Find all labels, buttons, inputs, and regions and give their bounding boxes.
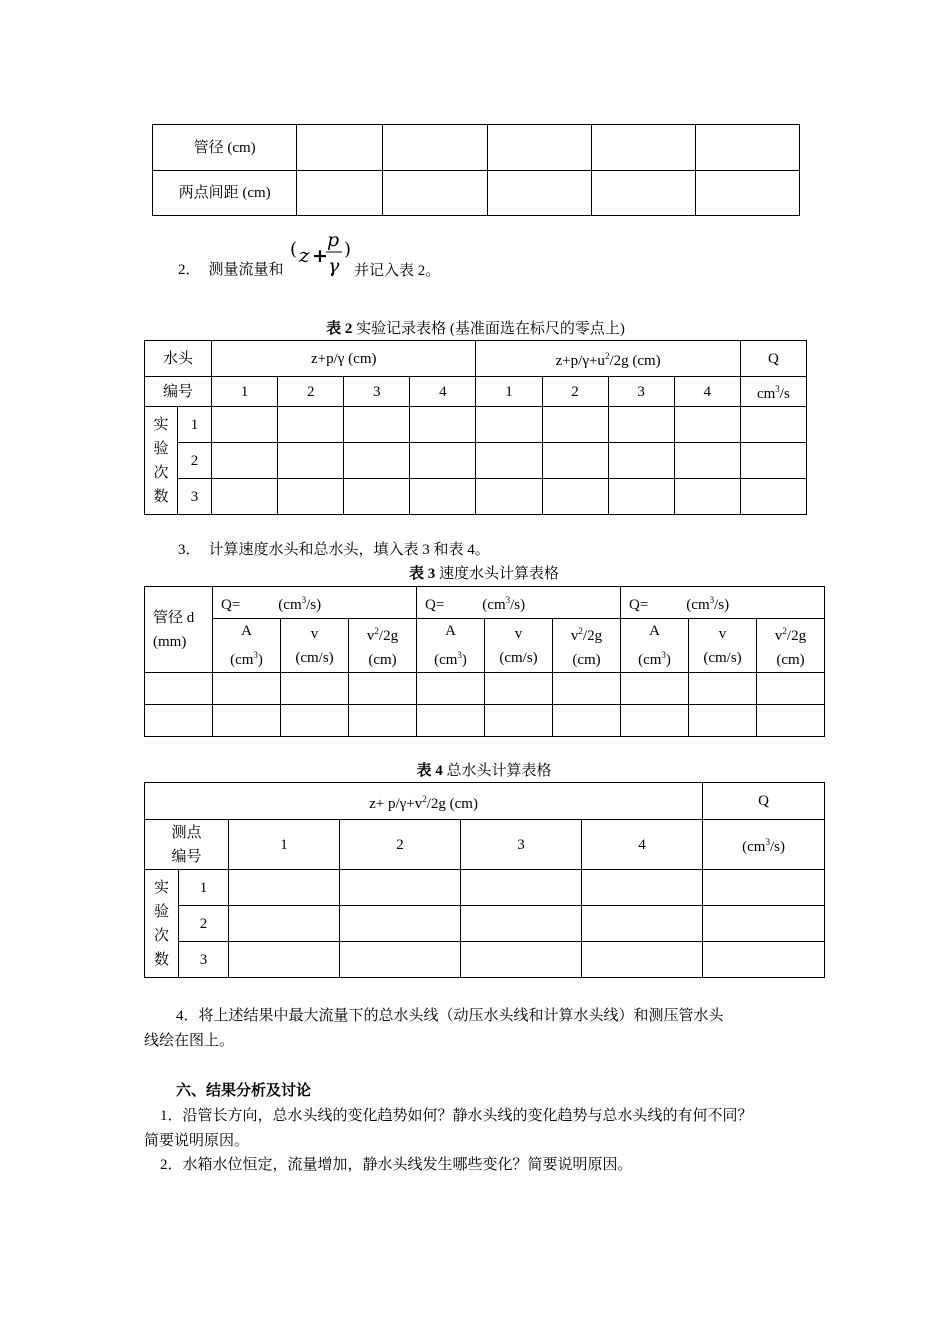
header-water-head: 水头 [145, 341, 212, 377]
table-cell[interactable] [487, 171, 591, 216]
table-cell[interactable] [278, 407, 344, 443]
velocity-header: v (cm/s) [689, 619, 757, 673]
table-cell[interactable] [281, 705, 349, 737]
table-cell[interactable] [212, 443, 278, 479]
table-cell[interactable] [740, 479, 806, 515]
table-cell[interactable] [297, 171, 383, 216]
table-cell[interactable] [145, 705, 213, 737]
table-cell[interactable] [461, 942, 582, 978]
formula-z-plus-p-over-gamma [290, 230, 354, 276]
formula-plus: + [312, 245, 328, 267]
formula-z: z [299, 243, 310, 267]
table-cell[interactable] [542, 443, 608, 479]
col-label: 3 [461, 820, 582, 870]
section6-q1-line1: 1．沿管长方向，总水头线的变化趋势如何？静水头线的变化趋势与总水头线的有何不同？ [160, 1108, 753, 1124]
col-label: 3 [608, 377, 674, 407]
formula-p: p [327, 230, 340, 251]
table-cell[interactable] [757, 673, 825, 705]
step2-number: 2． [178, 262, 201, 278]
table-cell[interactable] [340, 906, 461, 942]
area-header: A $(cm^3)$ [213, 619, 281, 673]
table-cell[interactable] [703, 870, 825, 906]
table-cell[interactable] [278, 479, 344, 515]
table-cell[interactable] [461, 906, 582, 942]
table-cell[interactable] [740, 407, 806, 443]
header-total-head: $z+ p/\gamma+v^2/2g$ (cm) [145, 783, 703, 820]
q-unit: $cm^3/s$ [740, 377, 806, 407]
header-total-head: $z+p/\gamma+u^2/2g$ (cm) [476, 341, 740, 377]
table-cell[interactable] [213, 673, 281, 705]
col-label: 1 [476, 377, 542, 407]
col-label: 1 [212, 377, 278, 407]
table-cell[interactable] [461, 870, 582, 906]
col-label: 2 [542, 377, 608, 407]
table-cell[interactable] [621, 705, 689, 737]
col-label: 4 [674, 377, 740, 407]
trial-number: 2 [179, 906, 229, 942]
velocity-head-header: $v^2/2g$ (cm) [553, 619, 621, 673]
col-label: 2 [340, 820, 461, 870]
table-cell[interactable] [145, 673, 213, 705]
table-cell[interactable] [608, 479, 674, 515]
table-cell[interactable] [689, 705, 757, 737]
table-cell[interactable] [297, 125, 383, 171]
formula-open-paren: ( [290, 239, 298, 260]
formula-gamma: γ [328, 255, 340, 276]
point-spacing-label: 两点间距 (cm) [153, 171, 297, 216]
pipe-diameter-label: 管径 (cm) [153, 125, 297, 171]
section6-q2: 2．水箱水位恒定，流量增加，静水头线发生哪些变化？简要说明原因。 [160, 1157, 633, 1173]
table-cell[interactable] [542, 479, 608, 515]
header-flow-q: Q [740, 341, 806, 377]
q-group-header: $Q= (cm^3/s)$ [417, 587, 621, 619]
table-cell[interactable] [229, 906, 340, 942]
table-cell[interactable] [591, 171, 695, 216]
table-cell[interactable] [608, 407, 674, 443]
table-cell[interactable] [349, 673, 417, 705]
table-cell[interactable] [582, 942, 703, 978]
table-cell[interactable] [487, 125, 591, 171]
section6-title: 六、结果分析及讨论 [176, 1083, 312, 1099]
table-cell[interactable] [476, 407, 542, 443]
table4-total-head [144, 782, 825, 978]
col-label: 4 [582, 820, 703, 870]
table-cell[interactable] [344, 407, 410, 443]
table3-velocity-head [144, 586, 825, 737]
q-group-header: $Q= (cm^3/s)$ [621, 587, 825, 619]
table-cell[interactable] [695, 171, 799, 216]
table-cell[interactable] [703, 906, 825, 942]
table-cell[interactable] [410, 443, 476, 479]
formula-close-paren: ) [344, 239, 352, 260]
table-cell[interactable] [383, 125, 487, 171]
area-header: A $(cm^3)$ [417, 619, 485, 673]
trial-number: 3 [178, 479, 212, 515]
q-group-header: $Q= (cm^3/s)$ [213, 587, 417, 619]
table-cell[interactable] [383, 171, 487, 216]
table-cell[interactable] [417, 673, 485, 705]
table-cell[interactable] [757, 705, 825, 737]
table-cell[interactable] [582, 870, 703, 906]
table-cell[interactable] [485, 673, 553, 705]
table-cell[interactable] [344, 479, 410, 515]
table-cell[interactable] [582, 906, 703, 942]
table-cell[interactable] [410, 479, 476, 515]
table4-caption: 表 4 总水头计算表格 [416, 763, 552, 779]
table-cell[interactable] [542, 407, 608, 443]
table2-experiment-record [144, 340, 807, 515]
table-cell[interactable] [621, 673, 689, 705]
table-cell[interactable] [591, 125, 695, 171]
step4-line2: 线绘在图上。 [144, 1033, 235, 1049]
trials-label: 实 验 次 数 [145, 407, 178, 515]
header-measure-point: 测点 编号 [145, 820, 229, 870]
velocity-head-header: $v^2/2g$ (cm) [757, 619, 825, 673]
table-cell[interactable] [608, 443, 674, 479]
header-flow-q: Q [703, 783, 825, 820]
header-piezometric-head: z+p/γ (cm) [212, 341, 476, 377]
velocity-header: v (cm/s) [485, 619, 553, 673]
area-header: A $(cm^3)$ [621, 619, 689, 673]
step2-text-before: 测量流量和 [208, 262, 284, 278]
velocity-head-header: $v^2/2g$ (cm) [349, 619, 417, 673]
col-label: 2 [278, 377, 344, 407]
table2-caption: 表 2 实验记录表格 (基准面选在标尺的零点上) [326, 321, 625, 337]
table-cell[interactable] [476, 479, 542, 515]
table-cell[interactable] [417, 705, 485, 737]
table-cell[interactable] [212, 407, 278, 443]
velocity-header: v (cm/s) [281, 619, 349, 673]
q-unit: $(cm^3/s)$ [703, 820, 825, 870]
trials-label: 实 验 次 数 [145, 870, 179, 978]
col-label: 4 [410, 377, 476, 407]
table-cell[interactable] [281, 673, 349, 705]
pipe-diameter-header: 管径 d (mm) [145, 587, 213, 673]
col-label: 1 [229, 820, 340, 870]
table-cell[interactable] [344, 443, 410, 479]
trial-number: 2 [178, 443, 212, 479]
col-label: 3 [344, 377, 410, 407]
table-cell[interactable] [689, 673, 757, 705]
table-cell[interactable] [278, 443, 344, 479]
table-cell[interactable] [476, 443, 542, 479]
step3-line: 3． 计算速度水头和总水头，填入表 3 和表 4。 [178, 542, 490, 558]
step4-line1: 4．将上述结果中最大流量下的总水头线（动压水头线和计算水头线）和测压管水头 [176, 1008, 724, 1024]
table-cell[interactable] [674, 443, 740, 479]
table-cell[interactable] [349, 705, 417, 737]
table-cell[interactable] [553, 705, 621, 737]
table-cell[interactable] [229, 870, 340, 906]
table-cell[interactable] [212, 479, 278, 515]
trial-number: 1 [179, 870, 229, 906]
table-cell[interactable] [695, 125, 799, 171]
table-cell[interactable] [229, 942, 340, 978]
table-cell[interactable] [674, 407, 740, 443]
table-cell[interactable] [340, 870, 461, 906]
table-cell[interactable] [213, 705, 281, 737]
section6-q1-line2: 简要说明原因。 [144, 1133, 250, 1149]
table-cell[interactable] [740, 443, 806, 479]
table3-caption: 表 3 速度水头计算表格 [408, 566, 560, 582]
trial-number: 1 [178, 407, 212, 443]
header-id: 编号 [145, 377, 212, 407]
table-cell[interactable] [703, 942, 825, 978]
table-cell[interactable] [674, 479, 740, 515]
pipe-dimension-table [152, 124, 800, 216]
trial-number: 3 [179, 942, 229, 978]
table-cell[interactable] [553, 673, 621, 705]
table-cell[interactable] [410, 407, 476, 443]
table-cell[interactable] [485, 705, 553, 737]
step2-text-after: 并记入表 2。 [354, 263, 441, 279]
table-cell[interactable] [340, 942, 461, 978]
